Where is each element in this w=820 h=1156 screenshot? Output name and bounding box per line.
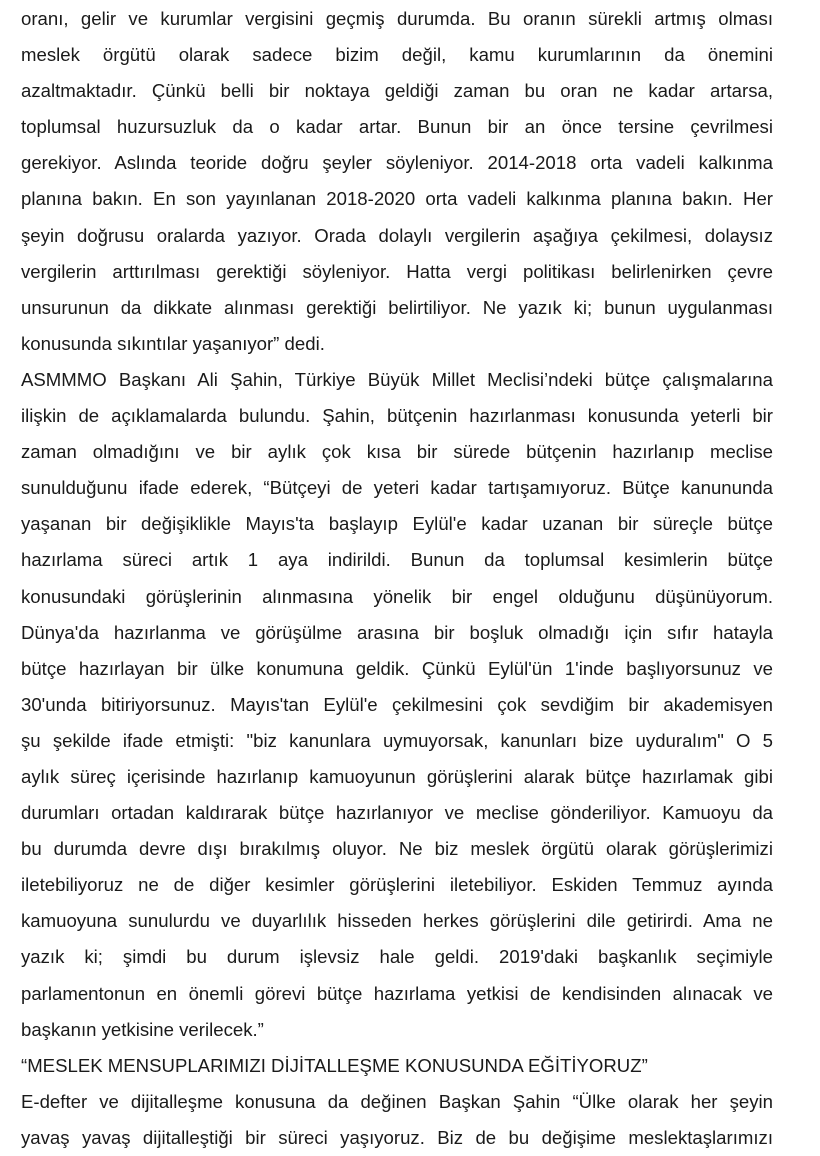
text-line: konusundaki görüşlerinin alınmasına yönelik bir engel olduğunu düşünüyorum. xyxy=(21,585,773,607)
text-line: kamuoyuna sunulurdu ve duyarlılık hisseden herkes görüşlerini dile getirirdi. Ama ne xyxy=(21,910,773,932)
text-line: ilişkin de açıklamalarda bulundu. Şahin, bütçenin hazırlanması konusunda yeterli bir xyxy=(21,405,773,427)
text-line: iletebiliyoruz ne de diğer kesimler görüşlerini iletebiliyor. Eskiden Temmuz ayında xyxy=(21,874,773,896)
text-line: azaltmaktadır. Çünkü belli bir noktaya geldiği zaman bu oran ne kadar artarsa, xyxy=(21,80,773,102)
text-line: oranı, gelir ve kurumlar vergisini geçmiş durumda. Bu oranın sürekli artmış olması xyxy=(21,8,773,29)
paragraph-1 xyxy=(21,0,773,362)
text-line: yaşanan bir değişiklikle Mayıs'ta başlayıp Eylül'e kadar uzanan bir süreçle bütçe xyxy=(21,513,773,535)
text-line: gerekiyor. Aslında teoride doğru şeyler söyleniyor. 2014-2018 orta vadeli kalkınma xyxy=(21,152,773,174)
section-heading: “MESLEK MENSUPLARIMIZI DİJİTALLEŞME KONUSUNDA EĞİTİYORUZ” xyxy=(21,1054,648,1076)
text-line: E-defter ve dijitalleşme konusuna da değinen Başkan Şahin “Ülke olarak her şeyin xyxy=(21,1090,773,1112)
text-line: ASMMMO Başkanı Ali Şahin, Türkiye Büyük Millet Meclisi’ndeki bütçe çalışmalarına xyxy=(21,368,773,390)
text-line: planına bakın. En son yayınlanan 2018-2020 orta vadeli kalkınma planına bakın. Her xyxy=(21,188,773,210)
text-line: bütçe hazırlayan bir ülke konumuna geldik. Çünkü Eylül'ün 1'inde başlıyorsunuz ve xyxy=(21,657,773,679)
text-line: durumları ortadan kaldırarak bütçe hazırlanıyor ve meclise gönderiliyor. Kamuoyu da xyxy=(21,802,773,824)
text-line: 30'unda bitiriyorsunuz. Mayıs'tan Eylül'e çekilmesini çok sevdiğim bir akademisyen xyxy=(21,693,773,715)
text-line: meslek örgütü olarak sadece bizim değil, kamu kurumlarının da önemini xyxy=(21,44,773,66)
text-line: aylık süreç içerisinde hazırlanıp kamuoyunun görüşlerini alarak bütçe hazırlamak gibi xyxy=(21,765,773,787)
text-line: şeyin doğrusu oralarda yazıyor. Orada dolaylı vergilerin aşağıya çekilmesi, dolaysız xyxy=(21,224,773,246)
text-line: parlamentonun en önemli görevi bütçe hazırlama yetkisi de kendisinden alınacak ve xyxy=(21,982,773,1004)
paragraph-3 xyxy=(21,1084,773,1156)
text-line: vergilerin arttırılması gerektiği söyleniyor. Hatta vergi politikası belirlenirken çevre xyxy=(21,260,773,282)
text-line: toplumsal huzursuzluk da o kadar artar. Bunun bir an önce tersine çevrilmesi xyxy=(21,116,773,138)
text-line: bu durumda devre dışı bırakılmış oluyor. Ne biz meslek örgütü olarak görüşlerimizi xyxy=(21,838,773,860)
text-line: unsurunun da dikkate alınması gerektiği belirtiliyor. Ne yazık ki; bunun uygulanması xyxy=(21,296,773,318)
text-line: yavaş yavaş dijitalleştiği bir süreci yaşıyoruz. Biz de bu değişime meslektaşlarımızı xyxy=(21,1126,773,1148)
text-line: konusunda sıkıntılar yaşanıyor” dedi. xyxy=(21,332,325,354)
text-line: şu şekilde ifade etmişti: "biz kanunlara uymuyorsak, kanunları bize uyduralım" O 5 xyxy=(21,729,773,751)
text-line: sunulduğunu ifade ederek, “Bütçeyi de yeteri kadar tartışamıyoruz. Bütçe kanununda xyxy=(21,477,773,499)
text-line: yazık ki; şimdi bu durum işlevsiz hale geldi. 2019'daki başkanlık seçimiyle xyxy=(21,946,773,968)
document-page xyxy=(21,0,773,1156)
text-line: zaman olmadığını ve bir aylık çok kısa bir sürede bütçenin hazırlanıp meclise xyxy=(21,441,773,463)
text-line: başkanın yetkisine verilecek.” xyxy=(21,1018,264,1040)
text-line: hazırlama süreci artık 1 aya indirildi. Bunun da toplumsal kesimlerin bütçe xyxy=(21,549,773,571)
text-line: Dünya'da hazırlanma ve görüşülme arasına bir boşluk olmadığı için sıfır hatayla xyxy=(21,621,773,643)
paragraph-2 xyxy=(21,362,773,1048)
